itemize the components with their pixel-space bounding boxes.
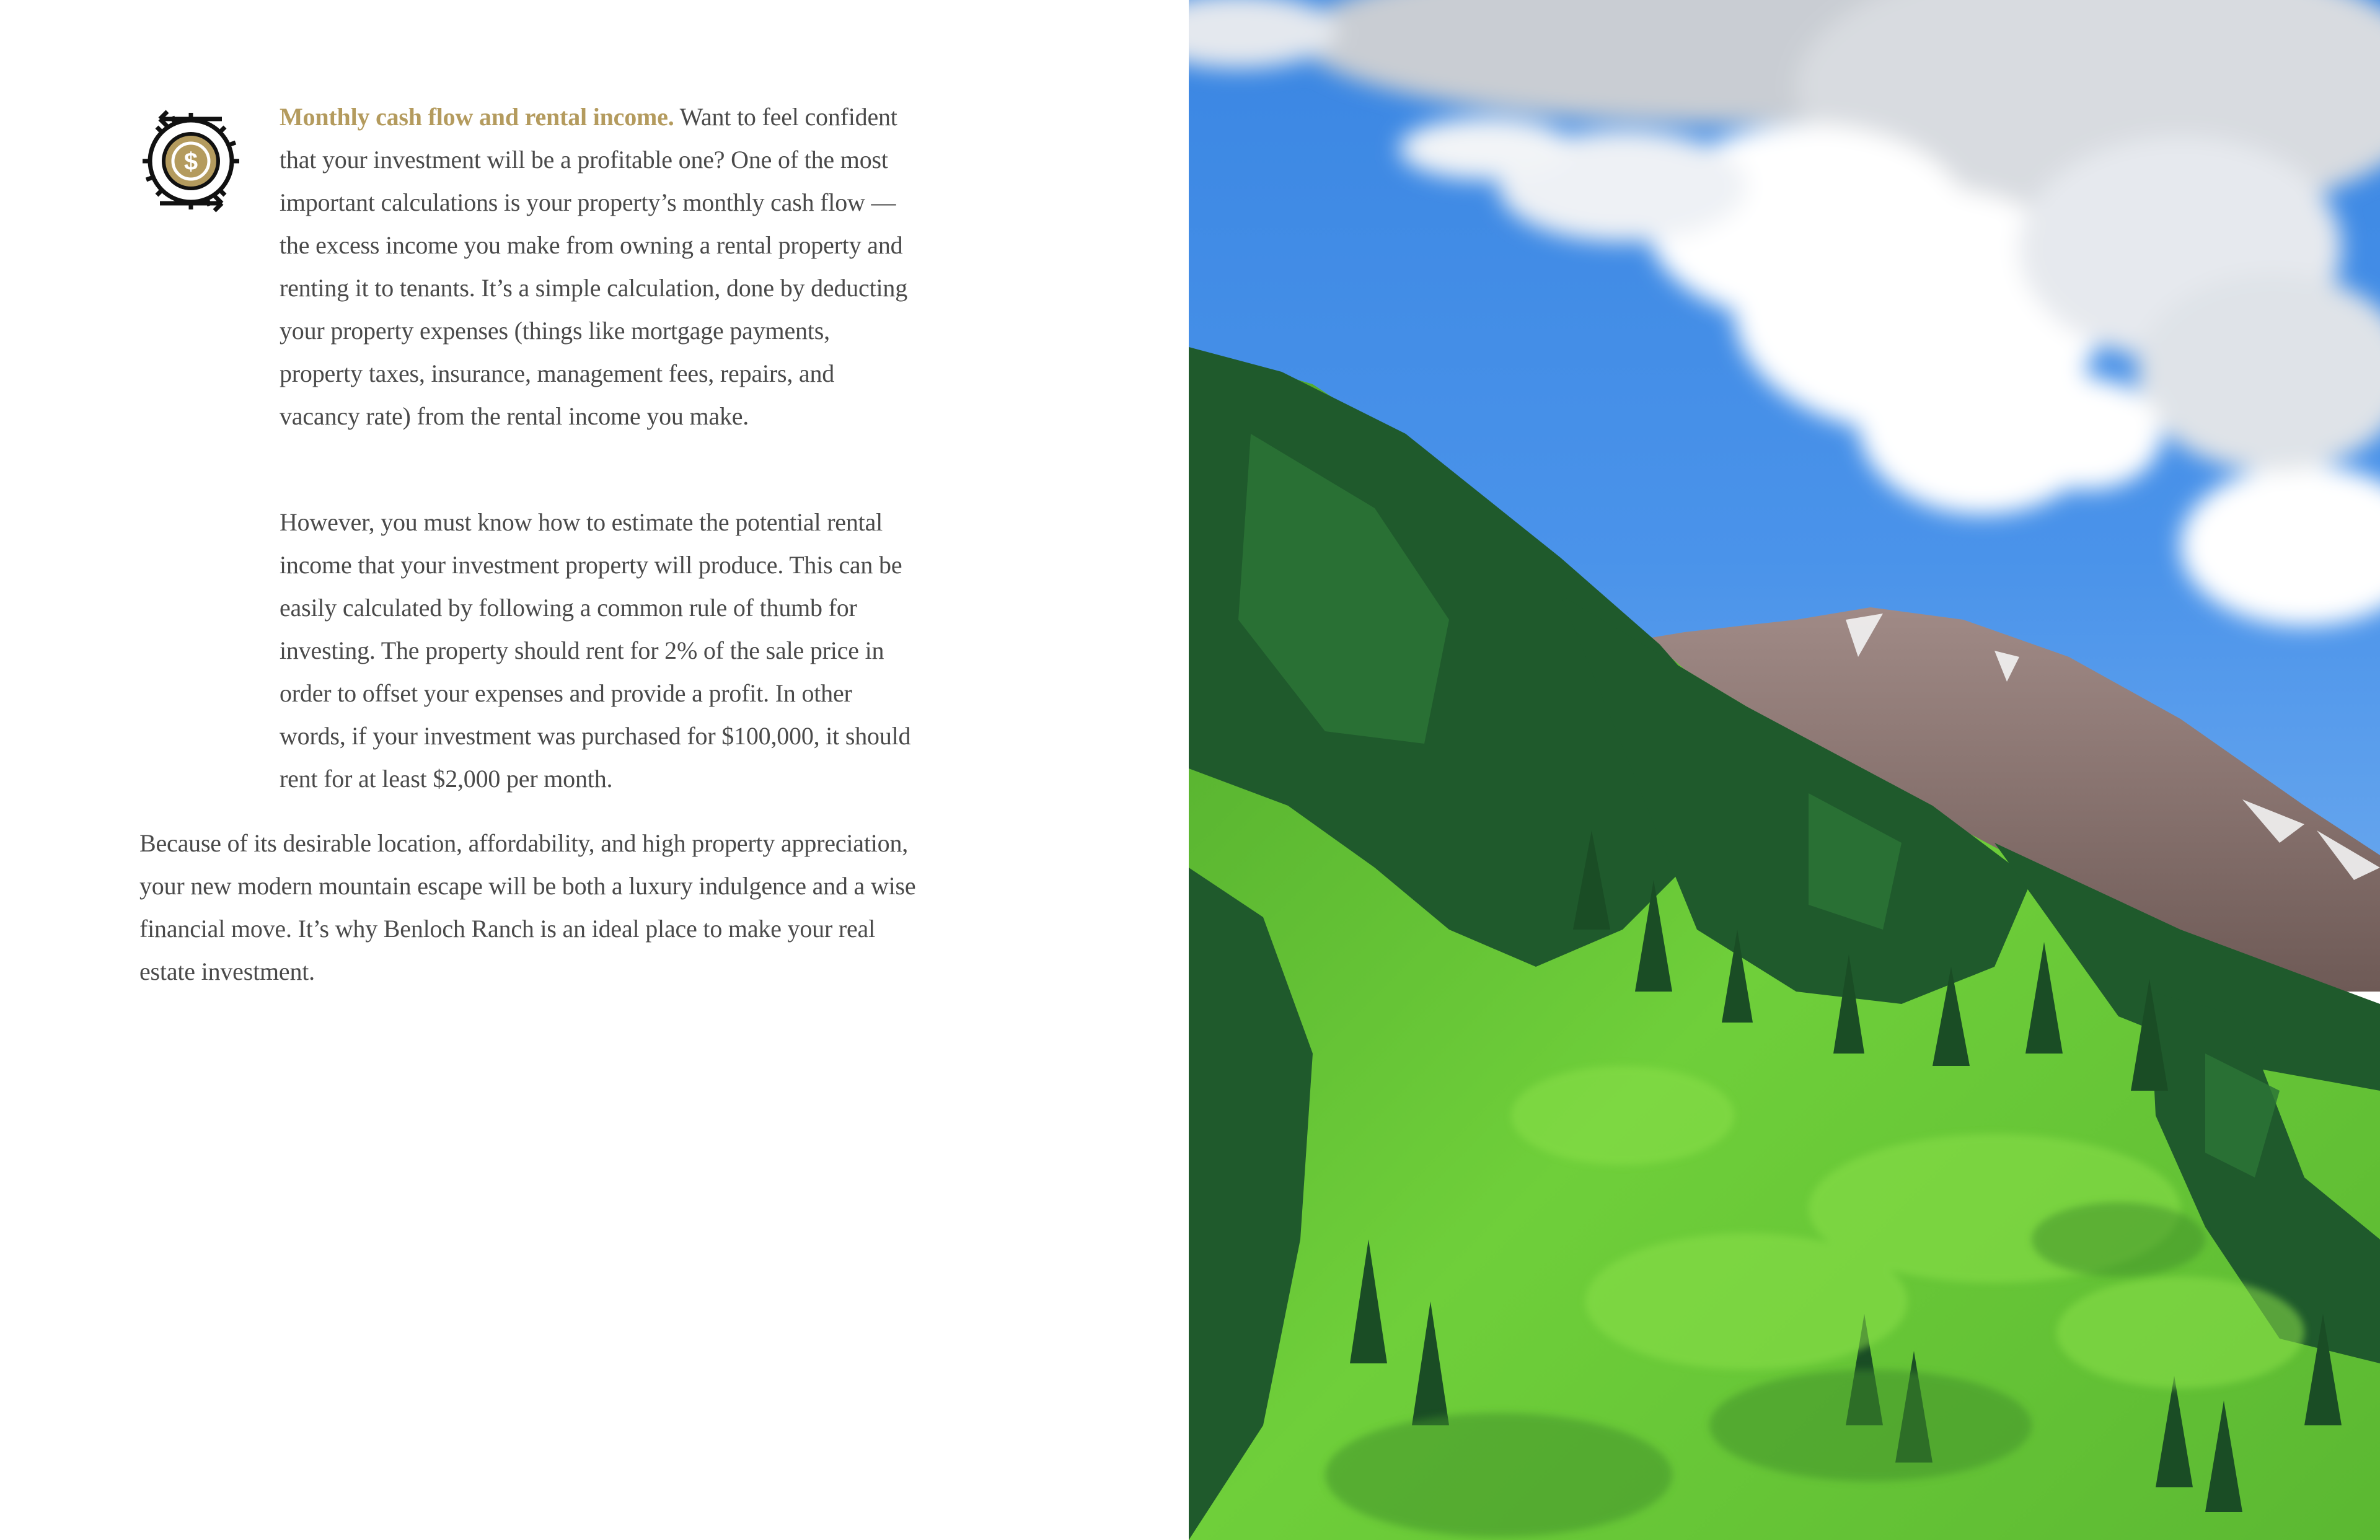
rental-income-paragraph: However, you must know how to estimate the potential rental income that your investment property will produce. This can be easily calculated by following a common rule of thumb for investing. The property should rent for 2% of the sale price in order to offset your expenses and provide a profit. In other words, if your investment was purchased for $100,000, it should rent for at least $2,000 per month. [280,508,911,793]
section-lead-title: Monthly cash flow and rental income. [280,103,674,131]
text-page [0,0,1189,1540]
cash-flow-paragraph [280,95,918,438]
cash-flow-body: Want to feel confident that your investment will be a profitable one? One of the most important calculations is your property’s monthly cash flow — the excess income you make from owning a rental property and renting it to tenants. It’s a simple calculation, done by deducting your property expenses (things like mortgage payments, property taxes, insurance, management fees, repairs, and vacancy rate) from the rental income you make. [280,103,908,430]
benloch-ranch-paragraph: Because of its desirable location, affordability, and high property appreciation, your new modern mountain escape will be both a luxury indulgence and a wise financial move. It’s why Benloch Ranch is an ideal place to make your real estate investment. [139,829,916,985]
dollar-cycle-icon [135,105,247,217]
svg-text:$: $ [183,148,198,175]
mountain-photo [1189,0,2380,1540]
